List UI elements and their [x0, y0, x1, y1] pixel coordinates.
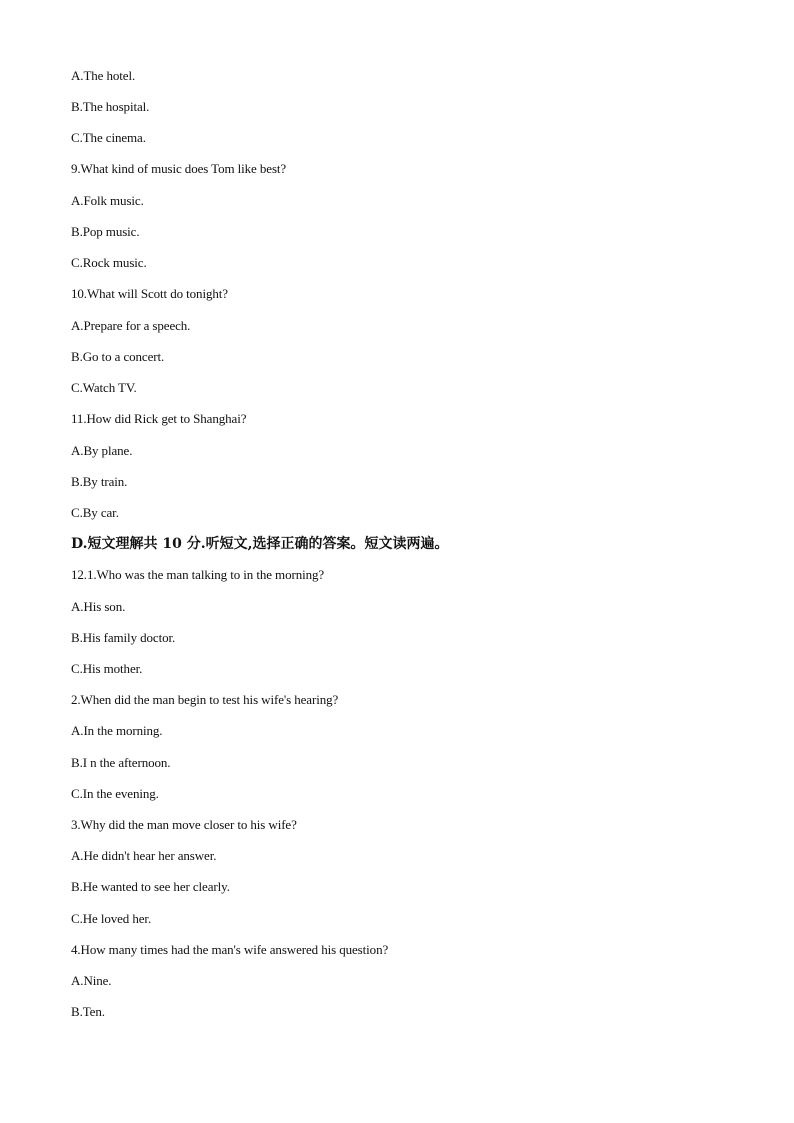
option-c-loved: C.He loved her. — [71, 911, 152, 926]
option-c-car: C.By car. — [71, 505, 119, 520]
option-a-morning: A.In the morning. — [71, 723, 163, 738]
option-a-son: A.His son. — [71, 599, 126, 614]
question-10: 10.What will Scott do tonight? — [71, 286, 228, 301]
question-11: 11.How did Rick get to Shanghai? — [71, 411, 247, 426]
option-a-folk: A.Folk music. — [71, 193, 144, 208]
option-c-rock: C.Rock music. — [71, 255, 147, 270]
option-c-mother: C.His mother. — [71, 661, 143, 676]
option-a-nine: A.Nine. — [71, 973, 112, 988]
section-d-heading: D.短文理解共 10 分.听短文,选择正确的答案。短文读两遍。 — [71, 536, 449, 552]
option-b-ten: B.Ten. — [71, 1004, 105, 1019]
option-c-tv: C.Watch TV. — [71, 380, 137, 395]
option-a-plane: A.By plane. — [71, 443, 133, 458]
option-c-cinema: C.The cinema. — [71, 130, 146, 145]
option-a-hotel: A.The hotel. — [71, 68, 136, 83]
question-4: 4.How many times had the man's wife answered his question? — [71, 942, 389, 957]
question-12-1: 12.1.Who was the man talking to in the morning? — [71, 567, 325, 582]
option-b-doctor: B.His family doctor. — [71, 630, 176, 645]
option-b-hospital: B.The hospital. — [71, 99, 150, 114]
option-b-train: B.By train. — [71, 474, 128, 489]
option-a-speech: A.Prepare for a speech. — [71, 318, 191, 333]
option-b-concert: B.Go to a concert. — [71, 349, 165, 364]
option-b-afternoon: B.I n the afternoon. — [71, 755, 171, 770]
question-2: 2.When did the man begin to test his wife's hearing? — [71, 692, 339, 707]
question-3: 3.Why did the man move closer to his wife? — [71, 817, 297, 832]
question-9: 9.What kind of music does Tom like best? — [71, 161, 287, 176]
option-b-clearly: B.He wanted to see her clearly. — [71, 879, 230, 894]
option-b-pop: B.Pop music. — [71, 224, 140, 239]
option-c-evening: C.In the evening. — [71, 786, 159, 801]
option-a-answer: A.He didn't hear her answer. — [71, 848, 217, 863]
